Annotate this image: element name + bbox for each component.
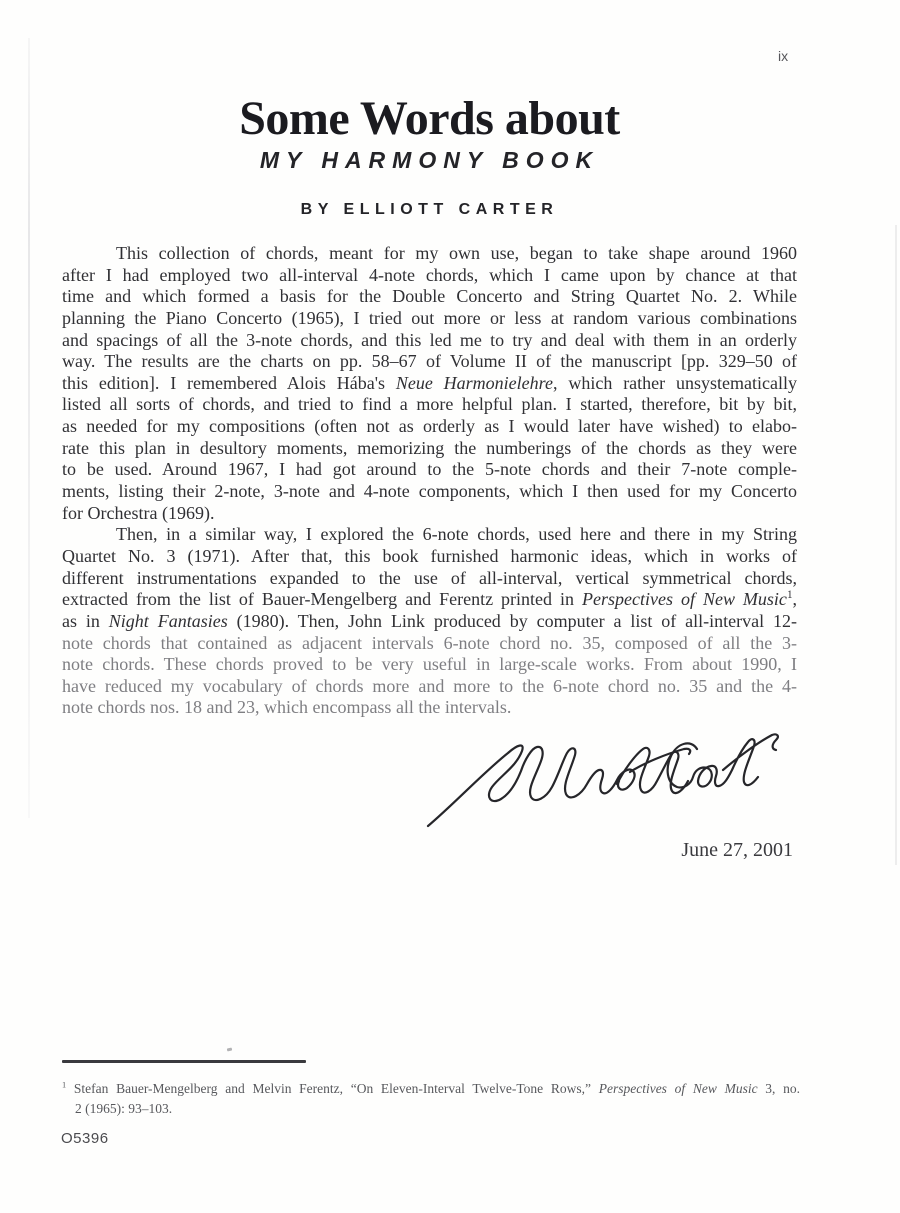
- text-line: [62, 438, 797, 460]
- right-scan-artifact: [895, 225, 897, 865]
- text-line: [62, 524, 797, 546]
- text-segment: ,: [792, 589, 797, 610]
- text-line: [62, 568, 797, 590]
- author-byline: BY ELLIOTT CARTER: [300, 200, 559, 218]
- paragraph: [62, 524, 797, 719]
- italic-text: Night Fantasies: [108, 610, 228, 631]
- scan-speck: [227, 1048, 233, 1052]
- text-segment: 3, no.: [757, 1081, 800, 1096]
- text-segment: after I had employed two all-interval 4-note chords, which I came upon by chance at that: [62, 264, 797, 285]
- text-segment: way. The results are the charts on pp. 58–67 of Volume II of the manuscript [pp. 329–50 of: [62, 351, 797, 372]
- text-line: [62, 611, 797, 633]
- text-line: [62, 546, 797, 568]
- text-line: [62, 589, 797, 611]
- text-line: [62, 676, 797, 698]
- page-header: [62, 94, 797, 219]
- text-line: [62, 265, 797, 287]
- text-line: [62, 286, 797, 308]
- signature-stroke-carter: [668, 734, 778, 787]
- text-segment: Then, in a similar way, I explored the 6-note chords, used here and there in my String: [116, 524, 797, 545]
- text-line: [62, 459, 797, 481]
- body-paragraphs: [62, 243, 797, 719]
- signature-stroke-elliott: [428, 745, 635, 826]
- signature-elliott-carter: [420, 726, 800, 841]
- text-segment: and spacings of all the 3-note chords, and this led me to try and deal with them in an orderly: [62, 329, 797, 350]
- text-segment: to be used. Around 1967, I had got around to the 5-note chords and their 7-note comple-: [62, 459, 797, 480]
- text-segment: have reduced my vocabulary of chords more and more to the 6-note chord no. 35 and the 4-: [62, 675, 797, 696]
- text-line: [62, 394, 797, 416]
- italic-text: Perspectives of New Music: [582, 589, 787, 610]
- text-line: [62, 330, 797, 352]
- text-segment: this edition]. I remembered Alois Hába's: [62, 372, 396, 393]
- text-line: [62, 373, 797, 395]
- text-segment: time and which formed a basis for the Double Concerto and String Quartet No. 2. While: [62, 286, 797, 307]
- text-line: [62, 503, 797, 525]
- page-subtitle: MY HARMONY BOOK: [259, 146, 600, 173]
- text-line: [62, 481, 797, 503]
- text-line: [62, 416, 797, 438]
- text-line: [62, 308, 797, 330]
- page-number: ix: [778, 48, 789, 64]
- text-segment: for Orchestra (1969).: [62, 502, 215, 523]
- text-line: [62, 243, 797, 265]
- text-segment: (1980). Then, John Link produced by computer a list of all-interval 12-: [227, 610, 797, 631]
- text-segment: planning the Piano Concerto (1965), I tried out more or less at random various combinations: [62, 307, 797, 328]
- footnote-text: [62, 1079, 800, 1118]
- text-segment: different instrumentations expanded to the use of all-interval, vertical symmetrical chords,: [62, 567, 797, 588]
- page-title: Some Words about: [239, 92, 620, 145]
- text-segment: as in: [62, 610, 109, 631]
- text-segment: extracted from the list of Bauer-Mengelberg and Ferentz printed in: [62, 589, 583, 610]
- text-segment: note chords nos. 18 and 23, which encompass all the intervals.: [62, 697, 512, 718]
- footnote-marker: 1: [62, 1080, 67, 1090]
- text-segment: note chords that contained as adjacent intervals 6-note chord no. 35, composed of all the 3-: [62, 632, 797, 653]
- left-scan-artifact: [28, 38, 30, 818]
- footnote-marker: 1: [786, 589, 793, 602]
- text-line: [62, 633, 797, 655]
- text-segment: , which rather unsystematically: [552, 372, 797, 393]
- text-segment: 2 (1965): 93–103.: [75, 1100, 173, 1116]
- footnote-divider: [62, 1060, 306, 1063]
- text-line: [62, 654, 797, 676]
- text-segment: This collection of chords, meant for my own use, began to take shape around 1960: [116, 243, 797, 263]
- text-segment: note chords. These chords proved to be very useful in large-scale works. From about 1990, I: [62, 654, 797, 675]
- text-segment: Stefan Bauer-Mengelberg and Melvin Ferentz, “On Eleven-Interval Twelve-Tone Rows,”: [66, 1081, 599, 1096]
- italic-text: Neue Harmonielehre: [395, 372, 553, 393]
- signature-ink-icon: [420, 726, 800, 841]
- text-line: [62, 1079, 800, 1099]
- italic-text: Perspectives of New Music: [598, 1081, 758, 1096]
- signature-date: June 27, 2001: [681, 839, 793, 861]
- text-line: [62, 351, 797, 373]
- text-line: [62, 1099, 800, 1119]
- text-segment: listed all sorts of chords, and tried to find a more helpful plan. I started, therefore, bit by bit,: [62, 394, 797, 415]
- text-segment: as needed for my compositions (often not as orderly as I would later have wished) to elabo-: [62, 416, 797, 437]
- text-segment: Quartet No. 3 (1971). After that, this book furnished harmonic ideas, which in works of: [62, 545, 797, 566]
- text-segment: rate this plan in desultory moments, memorizing the numberings of the chords as they were: [62, 437, 797, 458]
- text-segment: ments, listing their 2-note, 3-note and 4-note components, which I then used for my Concerto: [62, 481, 797, 502]
- text-line: [62, 697, 797, 719]
- plate-number: O5396: [61, 1130, 109, 1147]
- paragraph: [62, 243, 797, 524]
